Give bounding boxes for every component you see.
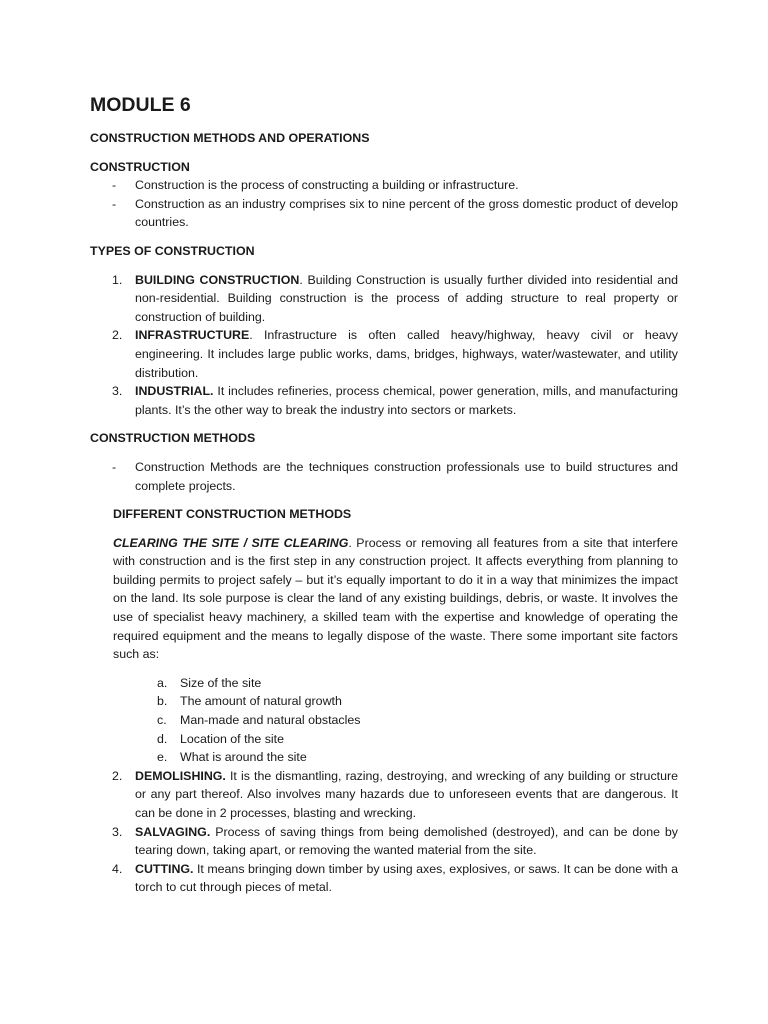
item-lead: BUILDING CONSTRUCTION [135,272,300,287]
types-item-3 [90,382,678,419]
factor-letter: d. [157,731,168,746]
factor-item-b [90,692,678,711]
dash-marker: - [112,196,117,211]
section-title: CONSTRUCTION METHODS AND OPERATIONS [90,131,370,145]
factor-letter: a. [157,675,168,690]
item-number: 3. [112,384,123,399]
types-item-2: 2. INFRASTRUCTURE. Infrastructure is often called heavy/highway, heavy civil or heavy engineering. It includes large public works, dams, bridges, highways, water/wastewater, and utility distribution. [90,326,678,382]
item-number: 2. [112,328,123,343]
methods-bullet-text: Construction Methods are the techniques construction professionals use to build structures and complete projects. [135,459,678,493]
construction-bullet-text: Construction as an industry comprises six to nine percent of the gross domestic product of develop countries. [135,196,678,230]
item-text: Infrastructure is often called heavy/highway, heavy civil or heavy engineering. It includes large public works, dams, bridges, highways, water/wastewater, and utility distribution. [135,328,678,380]
method-item-demolishing [90,767,678,823]
document-content [90,92,678,897]
factor-text: Man-made and natural obstacles [180,713,361,728]
clearing-lead: CLEARING THE SITE / SITE CLEARING [113,535,349,550]
method-item-salvaging [90,823,678,860]
clearing-text: . Process or removing all features from a site that interfere with construction and is the first step in any construction project. It affects everything from planning to building permits to project safely – but it’s equally important to do it in a way that minimizes the impact on the land. Its sole purpose is clear the land of any existing buildings, debris, or waste. It involves the use of specialist heavy machinery, a skilled team with the expertise and knowledge of operating the required equipment and the means to legally dispose of the waste. There some important site factors such as: [113,535,678,662]
dash-marker: - [112,178,117,193]
methods-heading: CONSTRUCTION METHODS [90,431,256,446]
construction-bullet-2 [90,195,678,232]
factor-text: What is around the site [180,750,307,765]
item-text: It is the dismantling, razing, destroying, and wrecking of any building or structure or any part thereof. Also involves many hazards due to unforeseen events that are dangerous. It can be done in 2 processes, blasting and wrecking. [135,768,678,820]
factor-letter: e. [157,750,168,765]
method-item-cutting [90,860,678,897]
item-lead: SALVAGING. [135,824,211,839]
clearing-paragraph [113,534,678,664]
different-methods-heading: DIFFERENT CONSTRUCTION METHODS [113,507,352,522]
factor-item-d [90,730,678,749]
construction-heading: CONSTRUCTION [90,159,190,174]
factor-item-c [90,711,678,730]
item-number: 3. [112,824,123,839]
construction-bullet-1 [90,176,678,195]
types-item-1: 1. BUILDING CONSTRUCTION. Building Construction is usually further divided into residential and non-residential. Building construction is the process of adding structure to real property or construction of building. [90,271,678,327]
item-text: Process of saving things from being demolished (destroyed), and can be done by tearing down, taking apart, or removing the wanted material from the site. [135,824,678,858]
module-title: MODULE 6 [90,94,191,116]
item-lead: INFRASTRUCTURE [135,328,250,343]
types-heading: TYPES OF CONSTRUCTION [90,243,255,258]
dash-marker: - [112,459,117,474]
item-text: Building Construction is usually further divided into residential and non-residential. Building construction is the process of adding structure to real property or construction of building. [135,272,678,324]
factor-text: The amount of natural growth [180,694,342,709]
item-number: 2. [112,768,123,783]
factor-item-a [90,674,678,693]
factor-text: Size of the site [180,675,262,690]
factor-text: Location of the site [180,731,285,746]
item-text: It means bringing down timber by using axes, explosives, or saws. It can be done with a torch to cut through pieces of metal. [135,861,678,895]
item-number: 4. [112,861,123,876]
factor-letter: c. [157,713,167,728]
factor-item-e [90,748,678,767]
item-lead: CUTTING. [135,861,194,876]
factor-letter: b. [157,694,168,709]
item-lead: DEMOLISHING. [135,768,226,783]
item-number: 1. [112,272,123,287]
construction-bullet-text: Construction is the process of constructing a building or infrastructure. [135,178,519,193]
item-lead: INDUSTRIAL. [135,384,214,399]
item-text: It includes refineries, process chemical, power generation, mills, and manufacturing plants. It’s the other way to break the industry into sectors or markets. [135,384,678,417]
methods-bullet [90,458,678,495]
